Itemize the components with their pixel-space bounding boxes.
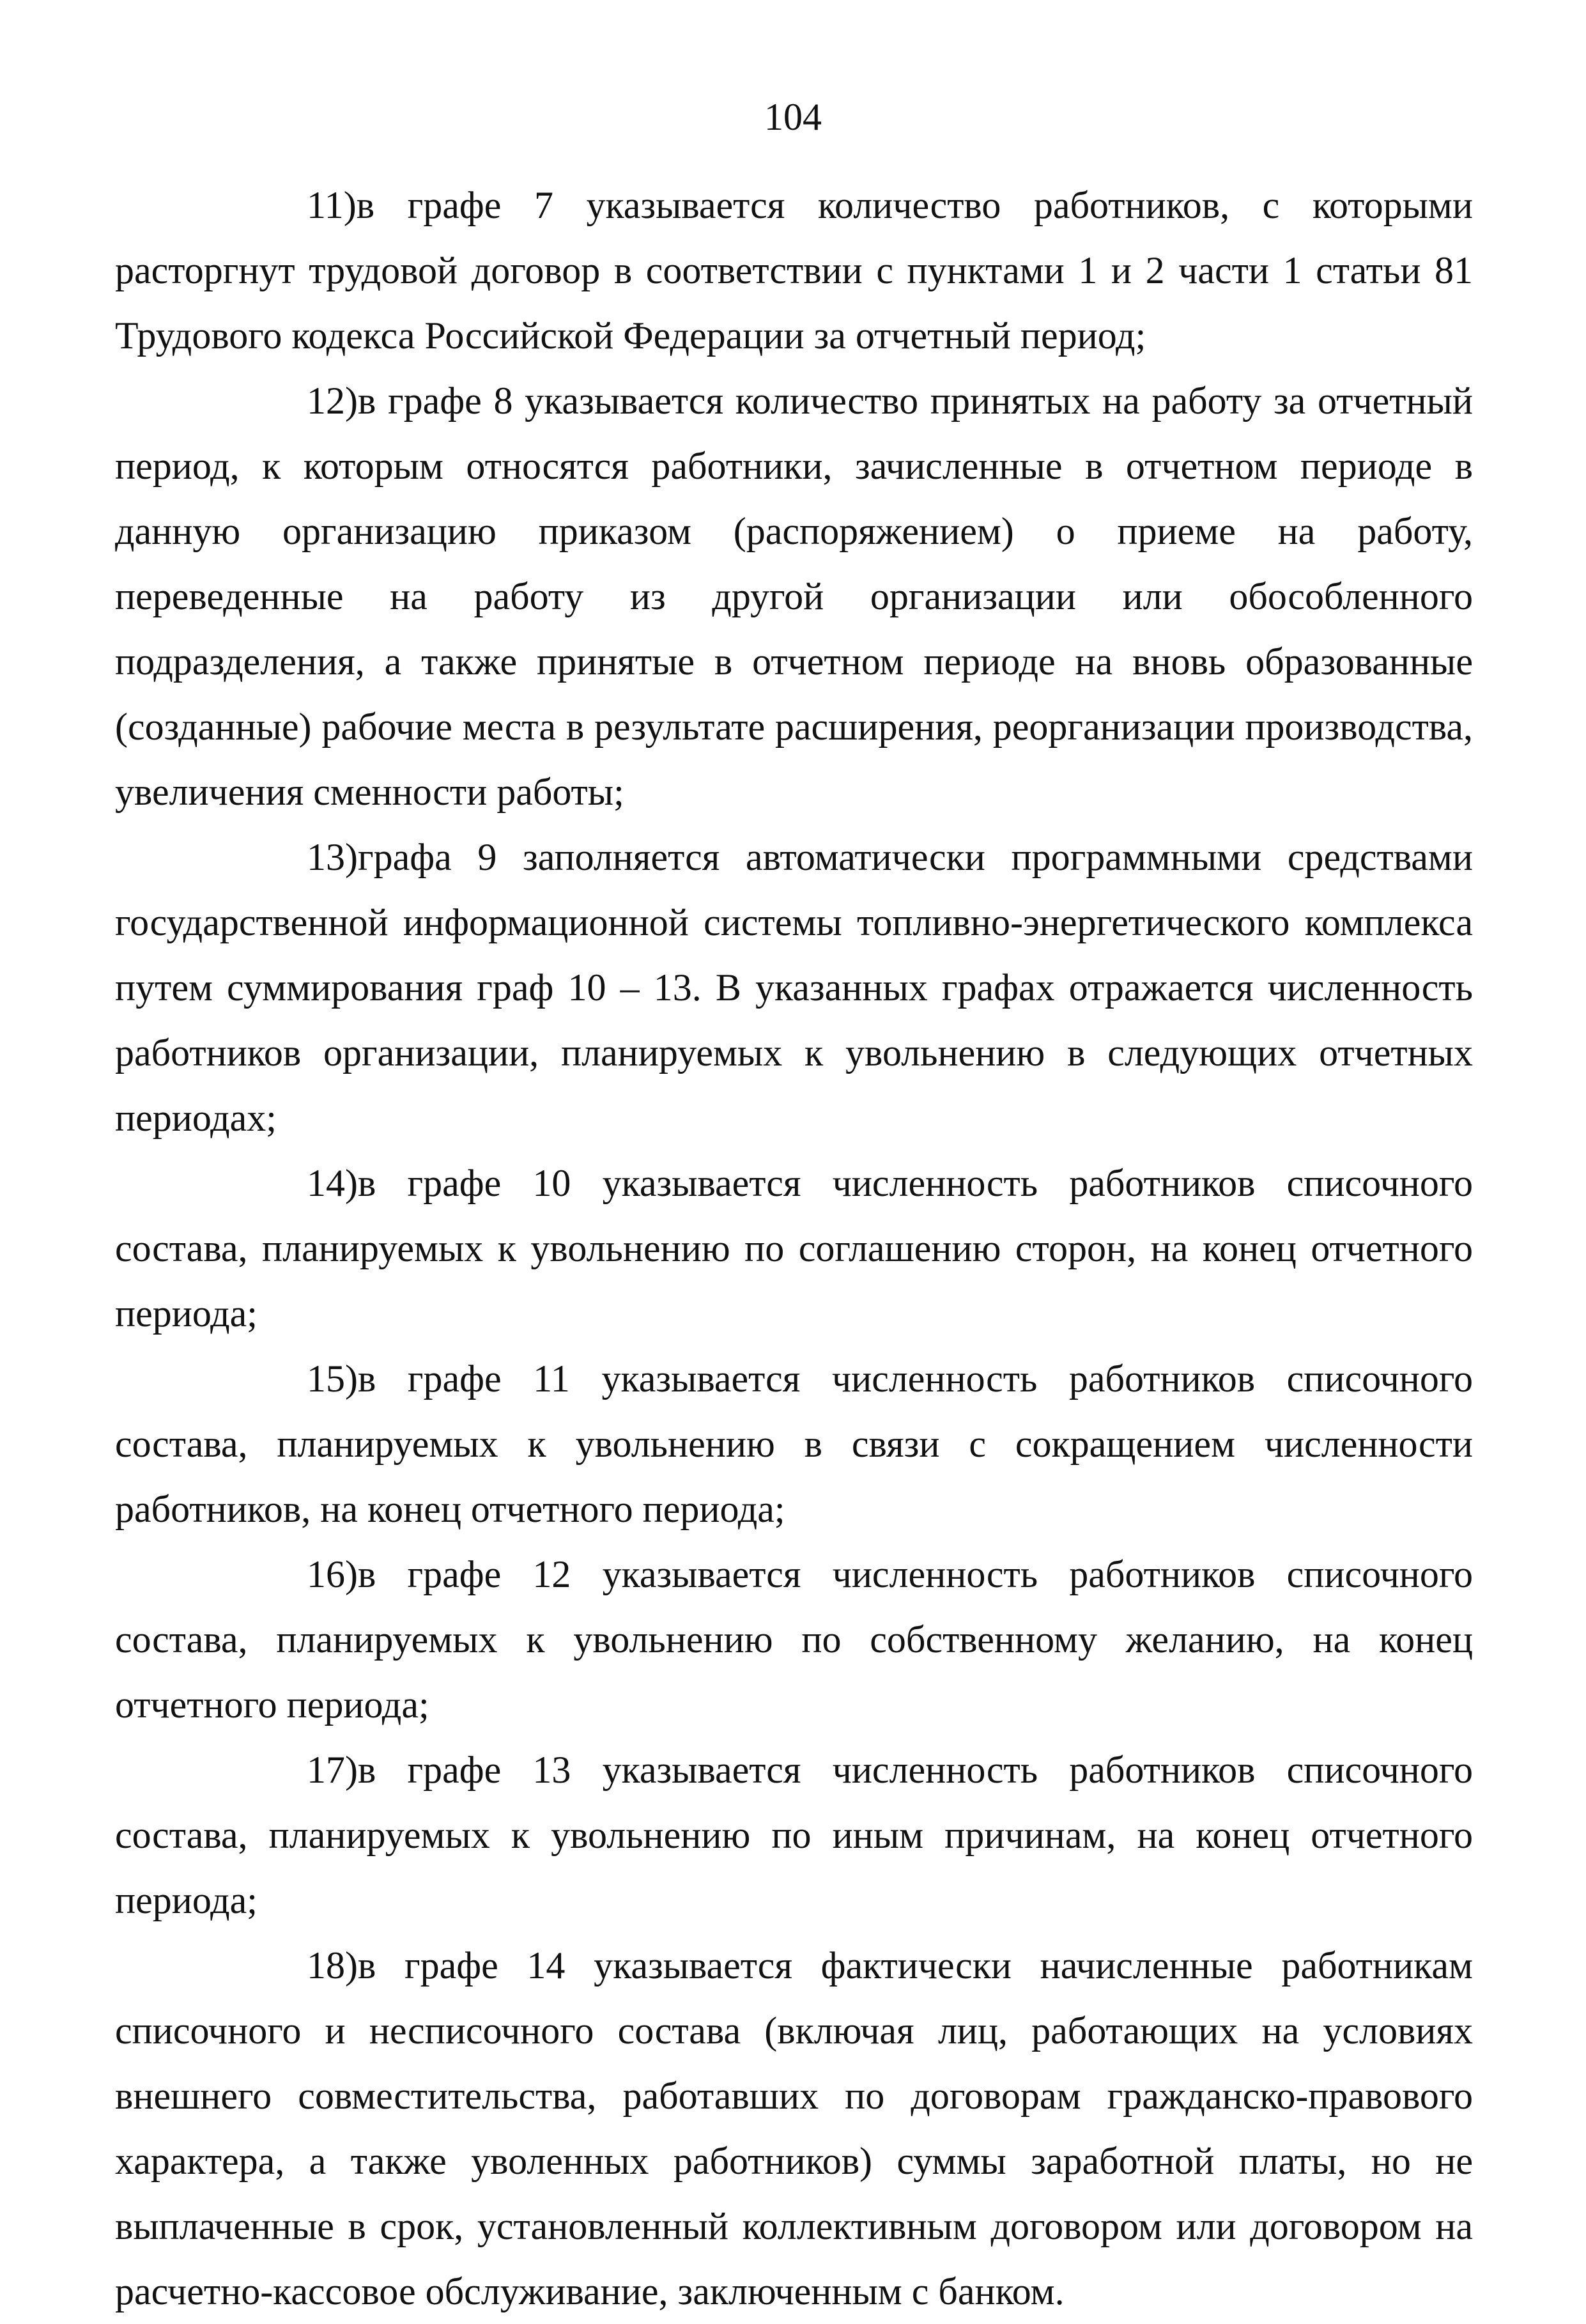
item-text: в графе 10 указывается численность работников списочного состава, планируемых к увольнению по соглашению сторон, на конец отчетного периода;: [115, 1162, 1473, 1335]
list-item: [115, 1542, 1473, 1737]
item-text: в графе 11 указывается численность работников списочного состава, планируемых к увольнению в связи с сокращением численности работников, на конец отчетного периода;: [115, 1358, 1473, 1530]
list-item: [115, 173, 1473, 368]
list-item: [115, 368, 1473, 825]
document-body: [115, 173, 1473, 2324]
item-number: 11): [307, 184, 357, 226]
list-item: [115, 1933, 1473, 2324]
list-item: [115, 1737, 1473, 1933]
list-item: [115, 825, 1473, 1150]
item-number: 15): [307, 1358, 358, 1400]
item-text: в графе 7 указывается количество работников, с которыми расторгнут трудовой договор в соответствии с пунктами 1 и 2 части 1 статьи 81 Трудового кодекса Российской Федерации за отчетный период;: [115, 184, 1473, 357]
item-text: в графе 12 указывается численность работников списочного состава, планируемых к увольнению по собственному желанию, на конец отчетного периода;: [115, 1553, 1473, 1726]
item-number: 17): [307, 1749, 358, 1791]
list-item: [115, 1346, 1473, 1542]
item-text: в графе 8 указывается количество принятых на работу за отчетный период, к которым относятся работники, зачисленные в отчетном периоде в данную организацию приказом (распоряжением) о приеме на работу, переведенные на работу из другой организации или обособленного подразделения, а также принятые в отчетном периоде на вновь образованные (созданные) рабочие места в результате расширения, реорганизации производства, увеличения сменности работы;: [115, 380, 1473, 813]
item-text: в графе 14 указывается фактически начисленные работникам списочного и несписочного состава (включая лиц, работающих на условиях внешнего совместительства, работавших по договорам гражданско-правового характера, а также уволенных работников) суммы заработной платы, но не выплаченные в срок, установленный коллективным договором или договором на расчетно-кассовое обслуживание, заключенным с банком.: [115, 1944, 1473, 2312]
item-number: 12): [307, 380, 358, 422]
item-number: 13): [307, 836, 358, 878]
item-number: 16): [307, 1553, 358, 1595]
item-text: в графе 13 указывается численность работников списочного состава, планируемых к увольнению по иным причинам, на конец отчетного периода;: [115, 1749, 1473, 1921]
list-item: [115, 1150, 1473, 1346]
page-number: 104: [764, 96, 822, 138]
item-number: 18): [307, 1944, 358, 1987]
item-number: 14): [307, 1162, 358, 1204]
item-text: графа 9 заполняется автоматически программными средствами государственной информационной системы топливно-энергетического комплекса путем суммирования граф 10 – 13. В указанных графах отражается численность работников организации, планируемых к увольнению в следующих отчетных периодах;: [115, 836, 1473, 1139]
